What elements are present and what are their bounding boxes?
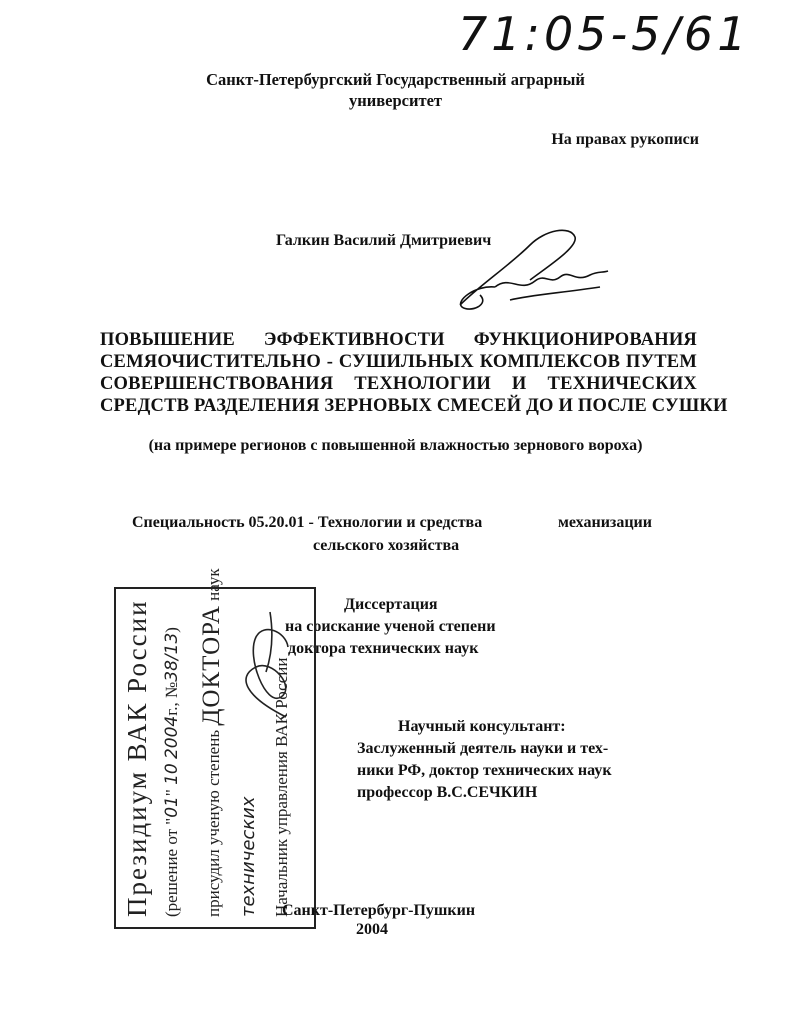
consultant-line-3: профессор В.С.СЕЧКИН [357, 784, 538, 801]
consultant-heading: Научный консультант: [398, 718, 566, 735]
dissertation-line-3: доктора технических наук [288, 640, 479, 657]
footer-year: 2004 [356, 921, 388, 938]
stamp-decision-number: 38/13 [162, 632, 182, 682]
dissertation-heading: Диссертация [344, 596, 438, 613]
vak-stamp [110, 568, 320, 934]
stamp-decision-suffix: ) [162, 627, 181, 633]
vak-stamp-frame [114, 568, 316, 929]
stamp-line-2 [162, 627, 182, 917]
title-line-2: СЕМЯОЧИСТИТЕЛЬНО - СУШИЛЬНЫХ КОМПЛЕКСОВ ПУТЕМ [100, 352, 697, 372]
author-signature [450, 225, 610, 320]
specialty-part-2: механизации [558, 514, 652, 531]
consultant-line-2: ники РФ, доктор технических наук [357, 762, 612, 779]
university-line-2: университет [348, 91, 443, 110]
stamp-decision-day: 01 [162, 796, 182, 818]
stamp-line-1: Президиум ВАК России [122, 599, 152, 917]
title-line-3: СОВЕРШЕНСТВОВАНИЯ ТЕХНОЛОГИИ И ТЕХНИЧЕСКИХ [100, 374, 697, 394]
archive-number-text: 71:05-5/61 [458, 7, 751, 61]
stamp-signature [226, 607, 306, 727]
stamp-decision-mid: г., № [162, 681, 181, 716]
stamp-line-5: Начальник управления ВАК России [272, 657, 291, 917]
footer-city: Санкт-Петербург-Пушкин [282, 902, 476, 919]
stamp-awarded: присудил ученую степень [204, 729, 223, 917]
stamp-field: технических [238, 796, 259, 917]
stamp-decision-prefix: (решение от " [162, 817, 181, 917]
handwritten-archive-number [452, 4, 751, 61]
university-line-1: Санкт-Петербургский Государственный аграрный [206, 70, 585, 89]
stamp-degree: ДОКТОРА [198, 605, 225, 726]
stamp-decision-sep: " [162, 789, 181, 797]
stamp-decision-year: 2004 [162, 715, 182, 760]
consultant-line-1: Заслуженный деятель науки и тех- [357, 740, 609, 757]
stamp-decision-month: 10 [162, 763, 182, 785]
title-line-4: СРЕДСТВ РАЗДЕЛЕНИЯ ЗЕРНОВЫХ СМЕСЕЙ ДО И ПОСЛЕ СУШКИ [100, 396, 728, 416]
subtitle: (на примере регионов с повышенной влажностью зернового вороха) [148, 437, 643, 454]
specialty-part-1: Специальность 05.20.01 - Технологии и средства [132, 514, 483, 531]
rights-note: На правах рукописи [551, 131, 699, 148]
title-line-1: ПОВЫШЕНИЕ ЭФФЕКТИВНОСТИ ФУНКЦИОНИРОВАНИЯ [100, 330, 697, 350]
dissertation-line-2: на соискание ученой степени [285, 618, 496, 635]
specialty-part-3: сельского хозяйства [313, 537, 460, 554]
stamp-sciences: наук [204, 568, 223, 601]
stamp-line-3 [198, 568, 226, 917]
author-name: Галкин Василий Дмитриевич [276, 232, 492, 249]
